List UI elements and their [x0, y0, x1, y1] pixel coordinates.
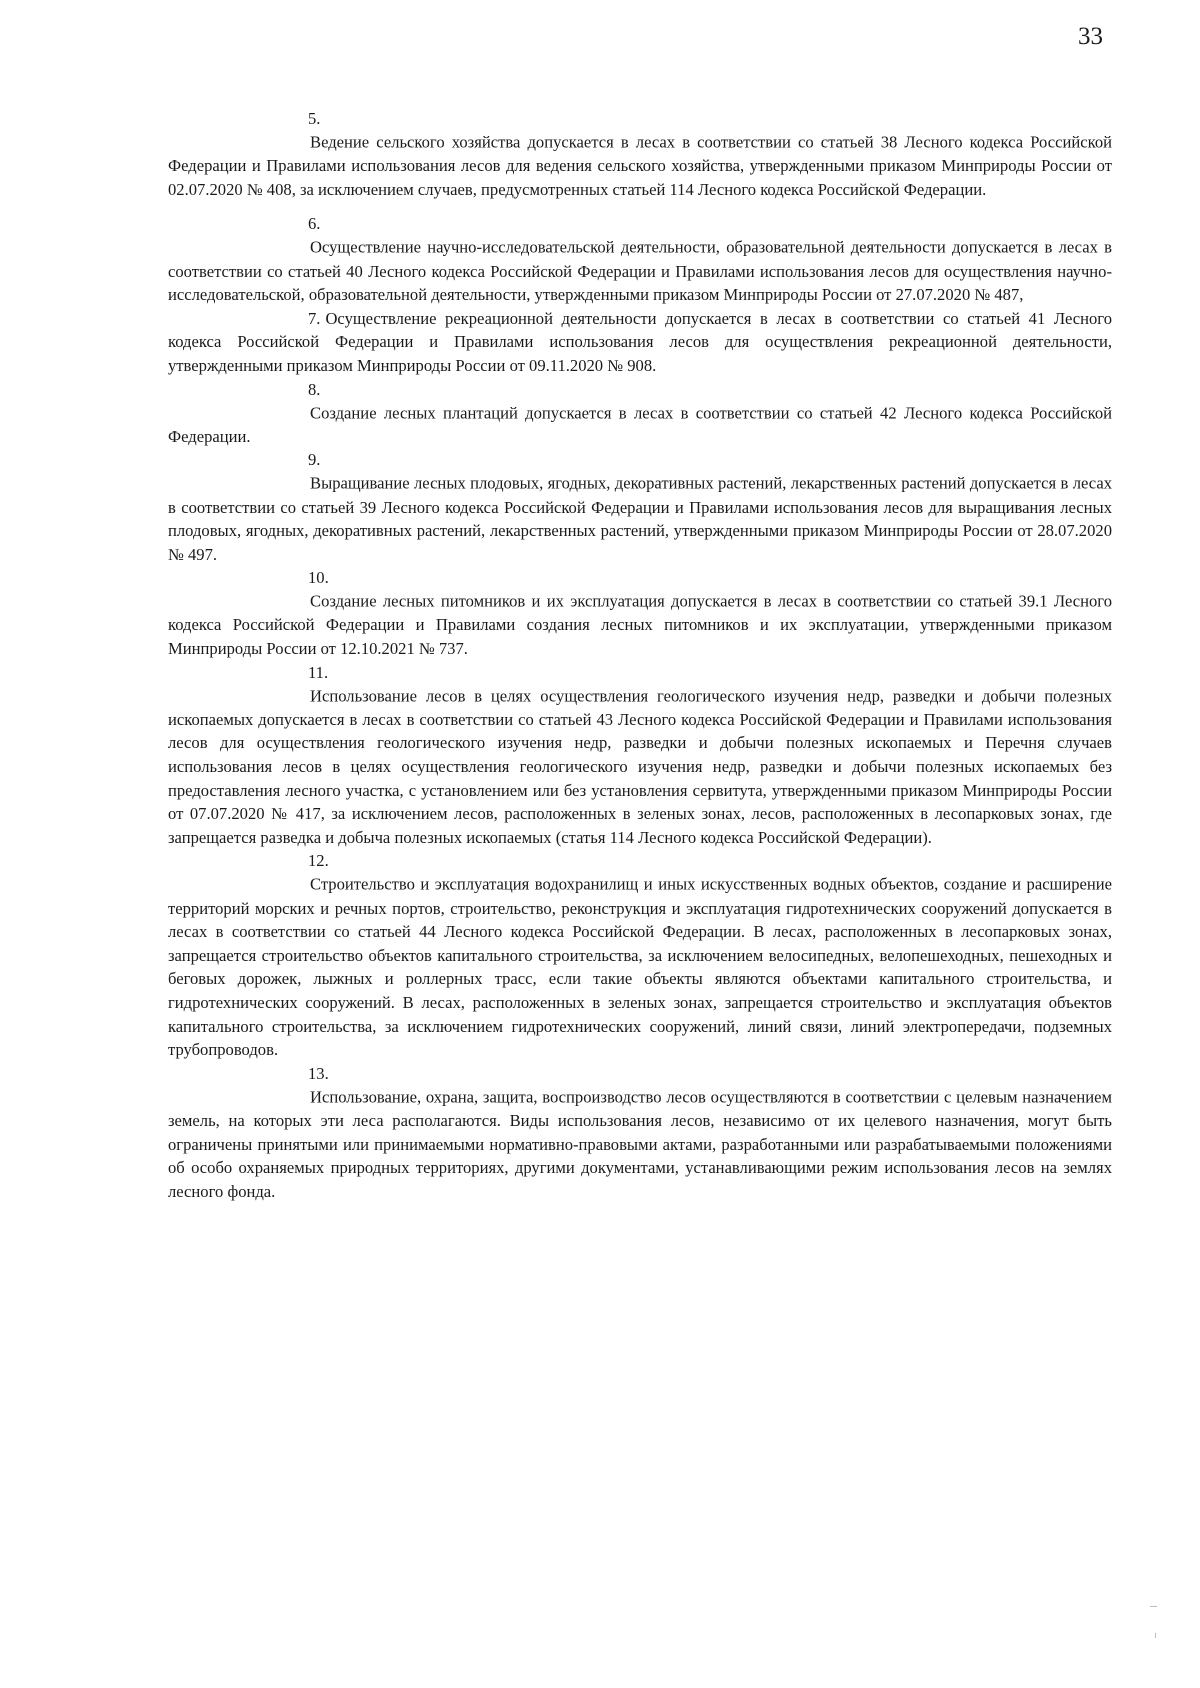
paragraph-number: 9. — [308, 450, 321, 470]
paragraph-10 — [168, 566, 1112, 660]
scan-artifact — [1150, 1606, 1157, 1607]
paragraph-text: Использование лесов в целях осуществления геологического изучения недр, разведки и добычи полезных ископаемых допускается в лесах в соответствии со статьей 43 Лесного кодекса Российской Федерации и Правилами использования лесов для осуществления геологического изучения недр, разведки и добычи полезных ископаемых и Перечня случаев использования лесов в целях осуществления геологического изучения недр, разведки и добычи полезных ископаемых без предоставления лесного участка, с установлением или без установления сервитута, утвержденными приказом Минприроды России от 07.07.2020 № 417, за исключением лесов, расположенных в зеленых зонах, лесов, расположенных в лесопарковых зонах, где запрещается разведка и добыча полезных ископаемых (статья 114 Лесного кодекса Российской Федерации). — [168, 686, 1112, 847]
paragraph-11 — [168, 661, 1112, 850]
paragraph-number: 10. — [308, 568, 329, 588]
paragraph-text: Создание лесных питомников и их эксплуатация допускается в лесах в соответствии со статьей 39.1 Лесного кодекса Российской Федерации и Правилами создания лесных питомников и их эксплуатации, утвержденными приказом Минприроды России от 12.10.2021 № 737. — [168, 591, 1112, 659]
paragraph-number: 5. — [308, 109, 321, 128]
paragraph-text: Создание лесных плантаций допускается в лесах в соответствии со статьей 42 Лесного кодекса Российской Федерации. — [168, 403, 1112, 446]
paragraph-text: Выращивание лесных плодовых, ягодных, декоративных растений, лекарственных растений допускается в лесах в соответствии со статьей 39 Лесного кодекса Российской Федерации и Правилами использования лесов для выращивания лесных плодовых, ягодных, декоративных растений, лекарственных растений, утвержденными приказом Минприроды России от 28.07.2020 № 497. — [168, 473, 1112, 564]
paragraph-9 — [168, 448, 1112, 566]
paragraph-number: 8. — [308, 379, 321, 399]
paragraph-text: Строительство и эксплуатация водохранилищ и иных искусственных водных объектов, создание и расширение территорий морских и речных портов, строительство, реконструкция и эксплуатация гидротехнических сооружений допускается в лесах в соответствии со статьей 44 Лесного кодекса Российской Федерации. В лесах, расположенных в лесопарковых зонах, запрещается строительство объектов капитального строительства, за исключением велосипедных, велопешеходных, пешеходных и беговых дорожек, лыжных и роллерных трасс, если такие объекты являются объектами капитального строительства, и гидротехнических сооружений. В лесах, расположенных в зеленых зонах, запрещается строительство и эксплуатация объектов капитального строительства, за исключением гидротехнических сооружений, линий связи, линий электропередачи, подземных трубопроводов. — [168, 875, 1112, 1060]
page-number: 33 — [1078, 23, 1103, 50]
paragraph-6 — [168, 212, 1112, 306]
paragraph-text: Осуществление рекреационной деятельности допускается в лесах в соответствии со статьей 41 Лесного кодекса Российской Федерации и Правилами использования лесов для осуществления рекреационной деятельности, утвержденными приказом Минприроды России от 09.11.2020 № 908. — [168, 308, 1112, 375]
paragraph-number: 7. — [308, 308, 321, 328]
paragraph-text: Использование, охрана, защита, воспроизводство лесов осуществляются в соответствии с целевым назначением земель, на которых эти леса располагаются. Виды использования лесов, независимо от их целевого назначения, могут быть ограничены принятыми или принимаемыми нормативно-правовыми актами, разработанными или разрабатываемыми положениями об особо охраняемых природных территориях, другими документами, устанавливающими режим использования лесов на землях лесного фонда. — [168, 1087, 1112, 1201]
paragraph-number: 11. — [308, 662, 329, 682]
paragraph-number: 6. — [308, 214, 321, 234]
paragraph-text: Ведение сельского хозяйства допускается в лесах в соответствии со статьей 38 Лесного кодекса Российской Федерации и Правилами использования лесов для ведения сельского хозяйства, утвержденными приказом Минприроды России от 02.07.2020 № 408, за исключением случаев, предусмотренных статьей 114 Лесного кодекса Российской Федерации. — [168, 132, 1112, 199]
paragraph-number: 13. — [308, 1063, 329, 1083]
paragraph-number: 12. — [308, 851, 329, 871]
paragraph-5 — [168, 107, 1112, 201]
paragraph-text: Осуществление научно-исследовательской деятельности, образовательной деятельности допускается в лесах в соответствии со статьей 40 Лесного кодекса Российской Федерации и Правилами использования лесов для осуществления научно-исследовательской, образовательной деятельности, утвержденными приказом Минприроды России от 27.07.2020 № 487, — [168, 237, 1112, 305]
paragraph-12 — [168, 849, 1112, 1061]
paragraph-8 — [168, 378, 1112, 449]
paragraph-13 — [168, 1062, 1112, 1204]
document-body — [168, 107, 1112, 1203]
scan-artifact — [1155, 1633, 1156, 1638]
paragraph-7 — [168, 307, 1112, 378]
